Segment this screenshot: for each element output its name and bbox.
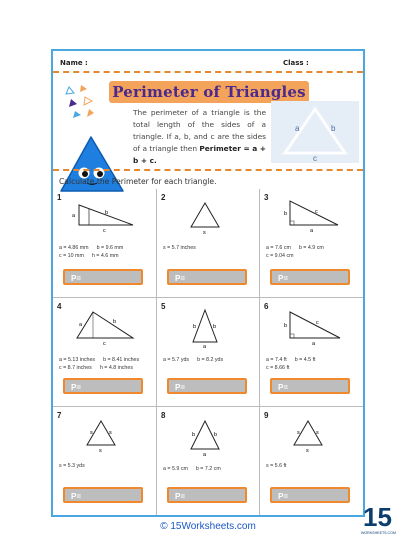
instructions: Calculate the Perimeter for each triangle. [59, 177, 217, 186]
problem-5 [157, 298, 258, 403]
svg-text:s: s [109, 430, 112, 436]
problem-4 [53, 298, 154, 403]
problem-number: 1 [57, 193, 62, 202]
answer-field[interactable]: P= [63, 487, 143, 503]
isosceles-triangle-icon [157, 308, 257, 348]
intro-text: The perimeter of a triangle is the total length of the sides of a triangle. If a, b, and c are the sides of a triangle then [133, 108, 266, 153]
svg-text:15: 15 [363, 502, 392, 532]
ref-side-c: c [313, 154, 317, 163]
svg-text:c: c [316, 320, 319, 326]
svg-text:s: s [203, 230, 206, 236]
confetti-icon [63, 83, 99, 123]
ref-side-b: b [331, 124, 336, 133]
equilateral-triangle-icon [157, 199, 257, 239]
svg-text:a: a [310, 228, 314, 234]
svg-text:s: s [99, 448, 102, 454]
problem-number: 2 [161, 193, 166, 202]
reference-diagram [271, 101, 359, 163]
problem-number: 7 [57, 411, 62, 420]
problem-9 [260, 407, 361, 512]
svg-text:b: b [213, 324, 217, 330]
measurements: s = 5.3 yds [59, 463, 85, 469]
svg-text:c: c [315, 209, 318, 215]
svg-text:b: b [113, 319, 117, 325]
measurements: a = 4.86 mm b = 9.6 mm c = 10 mm h = 4.6 mm [59, 245, 124, 259]
equilateral-triangle-icon [53, 417, 153, 457]
answer-field[interactable]: P= [167, 269, 247, 285]
worksheet [51, 49, 365, 517]
problem-1 [53, 189, 154, 294]
problem-number: 9 [264, 411, 269, 420]
answer-field[interactable]: P= [63, 378, 143, 394]
problem-number: 3 [264, 193, 269, 202]
answer-field[interactable]: P= [63, 269, 143, 285]
answer-field[interactable]: P= [270, 269, 350, 285]
svg-text:c: c [103, 341, 106, 347]
ref-side-a: a [295, 124, 300, 133]
svg-text:b: b [284, 323, 288, 329]
problem-7 [53, 407, 154, 512]
problem-8 [157, 407, 258, 512]
problem-6 [260, 298, 361, 403]
svg-text:s: s [90, 430, 93, 436]
answer-field[interactable]: P= [270, 378, 350, 394]
svg-text:s: s [316, 430, 319, 436]
problem-3 [260, 189, 361, 294]
equilateral-triangle-icon [260, 417, 360, 457]
answer-field[interactable]: P= [167, 487, 247, 503]
svg-text:b: b [214, 432, 218, 438]
perimeter-formula: Perimeter = a + b + c. [133, 144, 266, 165]
svg-text:a: a [203, 344, 207, 348]
svg-text:b: b [105, 210, 109, 216]
problem-number: 6 [264, 302, 269, 311]
page-title: Perimeter of Triangles [109, 81, 309, 103]
footer-link[interactable]: © 15Worksheets.com [160, 521, 256, 532]
measurements: s = 5.7 inches [163, 245, 196, 251]
answer-field[interactable]: P= [270, 487, 350, 503]
intro-paragraph [133, 107, 266, 167]
right-triangle-icon [260, 199, 360, 239]
svg-text:a: a [203, 452, 207, 457]
divider [53, 169, 363, 171]
problem-number: 5 [161, 302, 166, 311]
problem-2 [157, 189, 258, 294]
measurements: a = 5.9 cm b = 7.2 cm [163, 466, 221, 472]
name-class-bar [53, 51, 363, 73]
problem-number: 4 [57, 302, 62, 311]
problem-number: 8 [161, 411, 166, 420]
problems-grid [53, 189, 363, 515]
measurements: a = 7.4 ft b = 4.5 ft c = 8.66 ft [266, 357, 316, 371]
svg-text:s: s [297, 430, 300, 436]
isosceles-triangle-icon [157, 417, 257, 457]
measurements: a = 5.7 yds b = 8.2 yds [163, 357, 224, 363]
svg-text:a: a [72, 213, 76, 219]
triangle-with-height-icon [53, 308, 153, 348]
right-triangle-icon [260, 308, 360, 348]
worksheets-logo [360, 500, 396, 536]
measurements: a = 5.13 inches b = 8.41 inches c = 8.7 inches h = 4.8 inches [59, 357, 140, 371]
answer-field[interactable]: P= [167, 378, 247, 394]
svg-text:b: b [284, 211, 288, 217]
measurements: s = 5.6 ft [266, 463, 287, 469]
right-triangle-with-height-icon [53, 199, 153, 239]
svg-text:a: a [312, 341, 316, 347]
class-label: Class : [283, 59, 309, 67]
svg-text:b: b [192, 432, 196, 438]
triangle-mascot-icon [57, 133, 129, 197]
svg-text:c: c [103, 228, 106, 234]
measurements: a = 7.6 cm b = 4.9 cm c = 9.04 cm [266, 245, 324, 259]
svg-text:s: s [306, 448, 309, 454]
svg-text:a: a [79, 322, 83, 328]
svg-text:WORKSHEETS.COM: WORKSHEETS.COM [361, 531, 396, 535]
svg-text:b: b [193, 324, 197, 330]
name-label: Name : [60, 59, 88, 67]
